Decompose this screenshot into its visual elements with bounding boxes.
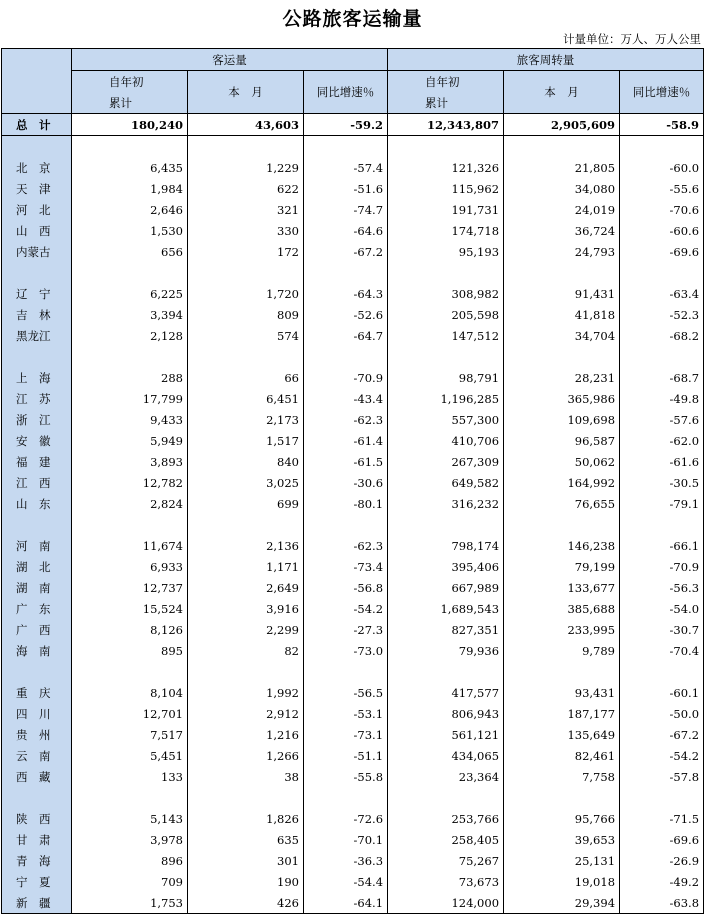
value-cell: -68.2 [620, 325, 704, 346]
value-cell: 385,688 [504, 598, 620, 619]
value-cell: 827,351 [388, 619, 504, 640]
region-name: 海 南 [2, 640, 72, 661]
value-cell: 12,737 [72, 577, 188, 598]
value-cell: 24,019 [504, 199, 620, 220]
value-cell: 9,433 [72, 409, 188, 430]
value-cell: -73.4 [304, 556, 388, 577]
page-title: 公路旅客运输量 [282, 8, 423, 30]
table-row [2, 325, 704, 346]
ytd-header-bottom: 累计 [72, 92, 188, 114]
table-row [2, 556, 704, 577]
value-cell: 1,517 [188, 430, 304, 451]
value-cell: 896 [72, 850, 188, 871]
value-cell: -51.1 [304, 745, 388, 766]
table-row [2, 199, 704, 220]
value-cell: 133,677 [504, 577, 620, 598]
value-cell: 91,431 [504, 283, 620, 304]
value-cell: -70.9 [620, 556, 704, 577]
region-name: 湖 南 [2, 577, 72, 598]
value-cell: -30.6 [304, 472, 388, 493]
value-cell: -80.1 [304, 493, 388, 514]
ytd-header-top: 自年初 [388, 71, 504, 93]
value-cell: -67.2 [304, 241, 388, 262]
value-cell: -57.8 [620, 766, 704, 787]
table-row [2, 493, 704, 514]
month-header: 本 月 [188, 71, 304, 114]
value-cell: 6,435 [72, 157, 188, 178]
table-row [2, 367, 704, 388]
table-row [2, 283, 704, 304]
value-cell: 98,791 [388, 367, 504, 388]
value-cell: 798,174 [388, 535, 504, 556]
value-cell: -61.4 [304, 430, 388, 451]
value-cell: 76,655 [504, 493, 620, 514]
value-cell: -59.2 [304, 114, 388, 136]
passenger-transport-table [1, 48, 704, 914]
value-cell: -58.9 [620, 114, 704, 136]
value-cell: 635 [188, 829, 304, 850]
value-cell: -60.1 [620, 682, 704, 703]
table-row [2, 682, 704, 703]
value-cell: 1,992 [188, 682, 304, 703]
value-cell: -57.4 [304, 157, 388, 178]
value-cell: 1,984 [72, 178, 188, 199]
value-cell: 28,231 [504, 367, 620, 388]
value-cell: 365,986 [504, 388, 620, 409]
value-cell: -55.8 [304, 766, 388, 787]
value-cell: 5,143 [72, 808, 188, 829]
value-cell: 7,517 [72, 724, 188, 745]
value-cell: 75,267 [388, 850, 504, 871]
spacer-row [2, 787, 704, 808]
region-name: 江 苏 [2, 388, 72, 409]
value-cell: 115,962 [388, 178, 504, 199]
value-cell: 12,782 [72, 472, 188, 493]
value-cell: -70.9 [304, 367, 388, 388]
region-name: 陕 西 [2, 808, 72, 829]
value-cell: 3,394 [72, 304, 188, 325]
value-cell: -43.4 [304, 388, 388, 409]
value-cell: 66 [188, 367, 304, 388]
value-cell: 308,982 [388, 283, 504, 304]
region-name: 西 藏 [2, 766, 72, 787]
value-cell: -64.3 [304, 283, 388, 304]
region-name: 山 西 [2, 220, 72, 241]
region-name: 安 徽 [2, 430, 72, 451]
value-cell: 24,793 [504, 241, 620, 262]
value-cell: -54.2 [304, 598, 388, 619]
spacer-row [2, 661, 704, 682]
value-cell: 1,826 [188, 808, 304, 829]
table-row [2, 304, 704, 325]
region-name: 广 西 [2, 619, 72, 640]
value-cell: 8,104 [72, 682, 188, 703]
value-cell: 11,674 [72, 535, 188, 556]
value-cell: 147,512 [388, 325, 504, 346]
value-cell: 895 [72, 640, 188, 661]
value-cell: 301 [188, 850, 304, 871]
value-cell: -63.4 [620, 283, 704, 304]
value-cell: -60.6 [620, 220, 704, 241]
table-row [2, 241, 704, 262]
spacer-row [2, 514, 704, 535]
value-cell: -73.0 [304, 640, 388, 661]
value-cell: 434,065 [388, 745, 504, 766]
region-name: 吉 林 [2, 304, 72, 325]
value-cell: -56.3 [620, 577, 704, 598]
value-cell: -49.2 [620, 871, 704, 892]
value-cell: 2,299 [188, 619, 304, 640]
value-cell: 109,698 [504, 409, 620, 430]
value-cell: 5,451 [72, 745, 188, 766]
value-cell: -51.6 [304, 178, 388, 199]
region-name: 宁 夏 [2, 871, 72, 892]
table-body [2, 114, 704, 914]
value-cell: 95,766 [504, 808, 620, 829]
value-cell: 809 [188, 304, 304, 325]
region-name: 江 西 [2, 472, 72, 493]
region-name: 河 北 [2, 199, 72, 220]
value-cell: -52.6 [304, 304, 388, 325]
table-row [2, 577, 704, 598]
region-name: 总 计 [2, 114, 72, 136]
region-name: 黑龙江 [2, 325, 72, 346]
value-cell: -61.6 [620, 451, 704, 472]
table-row [2, 472, 704, 493]
value-cell: 82 [188, 640, 304, 661]
region-name: 上 海 [2, 367, 72, 388]
value-cell: -69.6 [620, 241, 704, 262]
value-cell: 267,309 [388, 451, 504, 472]
value-cell: 12,343,807 [388, 114, 504, 136]
value-cell: 3,916 [188, 598, 304, 619]
value-cell: 41,818 [504, 304, 620, 325]
value-cell: -62.3 [304, 409, 388, 430]
value-cell: -30.7 [620, 619, 704, 640]
value-cell: -74.7 [304, 199, 388, 220]
table-row [2, 451, 704, 472]
value-cell: 2,173 [188, 409, 304, 430]
ytd-header-top: 自年初 [72, 71, 188, 93]
value-cell: 124,000 [388, 892, 504, 914]
value-cell: 34,704 [504, 325, 620, 346]
value-cell: 2,128 [72, 325, 188, 346]
value-cell: 9,789 [504, 640, 620, 661]
total-row [2, 114, 704, 136]
value-cell: 656 [72, 241, 188, 262]
value-cell: 6,451 [188, 388, 304, 409]
value-cell: -72.6 [304, 808, 388, 829]
value-cell: 12,701 [72, 703, 188, 724]
region-name: 贵 州 [2, 724, 72, 745]
table-row [2, 892, 704, 914]
value-cell: 174,718 [388, 220, 504, 241]
value-cell: -68.7 [620, 367, 704, 388]
value-cell: -54.0 [620, 598, 704, 619]
value-cell: -26.9 [620, 850, 704, 871]
value-cell: 3,025 [188, 472, 304, 493]
region-name: 新 疆 [2, 892, 72, 914]
value-cell: -30.5 [620, 472, 704, 493]
table-row [2, 829, 704, 850]
value-cell: 15,524 [72, 598, 188, 619]
spacer-row [2, 262, 704, 283]
value-cell: 1,530 [72, 220, 188, 241]
value-cell: 180,240 [72, 114, 188, 136]
value-cell: -64.7 [304, 325, 388, 346]
table-row [2, 388, 704, 409]
value-cell: -60.0 [620, 157, 704, 178]
value-cell: 82,461 [504, 745, 620, 766]
value-cell: 410,706 [388, 430, 504, 451]
value-cell: 667,989 [388, 577, 504, 598]
value-cell: 1,753 [72, 892, 188, 914]
value-cell: 1,171 [188, 556, 304, 577]
table-row [2, 535, 704, 556]
table-row [2, 850, 704, 871]
value-cell: -27.3 [304, 619, 388, 640]
value-cell: 574 [188, 325, 304, 346]
table-row [2, 409, 704, 430]
region-name: 广 东 [2, 598, 72, 619]
value-cell: -49.8 [620, 388, 704, 409]
value-cell: -55.6 [620, 178, 704, 199]
value-cell: 1,216 [188, 724, 304, 745]
value-cell: 288 [72, 367, 188, 388]
table-row [2, 745, 704, 766]
region-name: 青 海 [2, 850, 72, 871]
value-cell: -67.2 [620, 724, 704, 745]
value-cell: 43,603 [188, 114, 304, 136]
value-cell: -54.4 [304, 871, 388, 892]
value-cell: 21,805 [504, 157, 620, 178]
value-cell: 133 [72, 766, 188, 787]
value-cell: 190 [188, 871, 304, 892]
value-cell: 34,080 [504, 178, 620, 199]
table-row [2, 157, 704, 178]
region-name: 辽 宁 [2, 283, 72, 304]
value-cell: 699 [188, 493, 304, 514]
value-cell: 2,649 [188, 577, 304, 598]
value-cell: 561,121 [388, 724, 504, 745]
value-cell: 7,758 [504, 766, 620, 787]
value-cell: 321 [188, 199, 304, 220]
value-cell: 17,799 [72, 388, 188, 409]
value-cell: -36.3 [304, 850, 388, 871]
value-cell: 205,598 [388, 304, 504, 325]
value-cell: 191,731 [388, 199, 504, 220]
value-cell: -61.5 [304, 451, 388, 472]
value-cell: 557,300 [388, 409, 504, 430]
value-cell: 23,364 [388, 766, 504, 787]
value-cell: 806,943 [388, 703, 504, 724]
value-cell: -52.3 [620, 304, 704, 325]
value-cell: -62.3 [304, 535, 388, 556]
value-cell: 622 [188, 178, 304, 199]
value-cell: -71.5 [620, 808, 704, 829]
table-row [2, 430, 704, 451]
value-cell: 50,062 [504, 451, 620, 472]
region-name: 重 庆 [2, 682, 72, 703]
value-cell: 2,912 [188, 703, 304, 724]
value-cell: 417,577 [388, 682, 504, 703]
value-cell: 79,936 [388, 640, 504, 661]
value-cell: 79,199 [504, 556, 620, 577]
region-name: 内蒙古 [2, 241, 72, 262]
value-cell: 233,995 [504, 619, 620, 640]
region-name: 山 东 [2, 493, 72, 514]
value-cell: 187,177 [504, 703, 620, 724]
value-cell: 39,653 [504, 829, 620, 850]
table-row [2, 178, 704, 199]
value-cell: 316,232 [388, 493, 504, 514]
ytd-header-bottom: 累计 [388, 92, 504, 114]
value-cell: -57.6 [620, 409, 704, 430]
table-row [2, 619, 704, 640]
growth-header: 同比增速％ [304, 71, 388, 114]
value-cell: 709 [72, 871, 188, 892]
value-cell: -54.2 [620, 745, 704, 766]
spacer-row [2, 136, 704, 158]
value-cell: 1,229 [188, 157, 304, 178]
table-row [2, 703, 704, 724]
value-cell: -66.1 [620, 535, 704, 556]
value-cell: 395,406 [388, 556, 504, 577]
value-cell: -63.8 [620, 892, 704, 914]
value-cell: 2,646 [72, 199, 188, 220]
value-cell: -70.4 [620, 640, 704, 661]
value-cell: 19,018 [504, 871, 620, 892]
value-cell: -79.1 [620, 493, 704, 514]
value-cell: 93,431 [504, 682, 620, 703]
region-name: 河 南 [2, 535, 72, 556]
spacer-row [2, 346, 704, 367]
value-cell: 36,724 [504, 220, 620, 241]
value-cell: 6,225 [72, 283, 188, 304]
value-cell: 146,238 [504, 535, 620, 556]
value-cell: 1,689,543 [388, 598, 504, 619]
table-row [2, 724, 704, 745]
region-name: 甘 肃 [2, 829, 72, 850]
value-cell: -50.0 [620, 703, 704, 724]
value-cell: 840 [188, 451, 304, 472]
region-name: 天 津 [2, 178, 72, 199]
value-cell: 8,126 [72, 619, 188, 640]
value-cell: 253,766 [388, 808, 504, 829]
table-row [2, 640, 704, 661]
value-cell: 25,131 [504, 850, 620, 871]
value-cell: -70.6 [620, 199, 704, 220]
value-cell: 164,992 [504, 472, 620, 493]
value-cell: 135,649 [504, 724, 620, 745]
unit-label: 计量单位：万人、万人公里 [563, 32, 701, 46]
value-cell: 3,978 [72, 829, 188, 850]
value-cell: 2,905,609 [504, 114, 620, 136]
value-cell: 6,933 [72, 556, 188, 577]
value-cell: 29,394 [504, 892, 620, 914]
value-cell: 172 [188, 241, 304, 262]
value-cell: 121,326 [388, 157, 504, 178]
region-name: 福 建 [2, 451, 72, 472]
table-row [2, 598, 704, 619]
passenger-volume-header: 客运量 [72, 49, 388, 71]
value-cell: -64.1 [304, 892, 388, 914]
table-row [2, 871, 704, 892]
region-name: 浙 江 [2, 409, 72, 430]
value-cell: -69.6 [620, 829, 704, 850]
region-name: 四 川 [2, 703, 72, 724]
growth-header: 同比增速％ [620, 71, 704, 114]
value-cell: 5,949 [72, 430, 188, 451]
value-cell: -64.6 [304, 220, 388, 241]
value-cell: -62.0 [620, 430, 704, 451]
value-cell: 1,720 [188, 283, 304, 304]
value-cell: -70.1 [304, 829, 388, 850]
value-cell: 2,136 [188, 535, 304, 556]
value-cell: 258,405 [388, 829, 504, 850]
value-cell: 426 [188, 892, 304, 914]
value-cell: -73.1 [304, 724, 388, 745]
region-name: 北 京 [2, 157, 72, 178]
table-row [2, 808, 704, 829]
value-cell: 1,196,285 [388, 388, 504, 409]
value-cell: 95,193 [388, 241, 504, 262]
value-cell: 649,582 [388, 472, 504, 493]
value-cell: -56.5 [304, 682, 388, 703]
region-name: 湖 北 [2, 556, 72, 577]
table-row [2, 220, 704, 241]
passenger-turnover-header: 旅客周转量 [388, 49, 704, 71]
value-cell: 96,587 [504, 430, 620, 451]
value-cell: 38 [188, 766, 304, 787]
value-cell: 2,824 [72, 493, 188, 514]
month-header: 本 月 [504, 71, 620, 114]
value-cell: -56.8 [304, 577, 388, 598]
region-name: 云 南 [2, 745, 72, 766]
value-cell: 3,893 [72, 451, 188, 472]
value-cell: -53.1 [304, 703, 388, 724]
region-header [2, 49, 72, 114]
value-cell: 73,673 [388, 871, 504, 892]
value-cell: 330 [188, 220, 304, 241]
value-cell: 1,266 [188, 745, 304, 766]
table-row [2, 766, 704, 787]
